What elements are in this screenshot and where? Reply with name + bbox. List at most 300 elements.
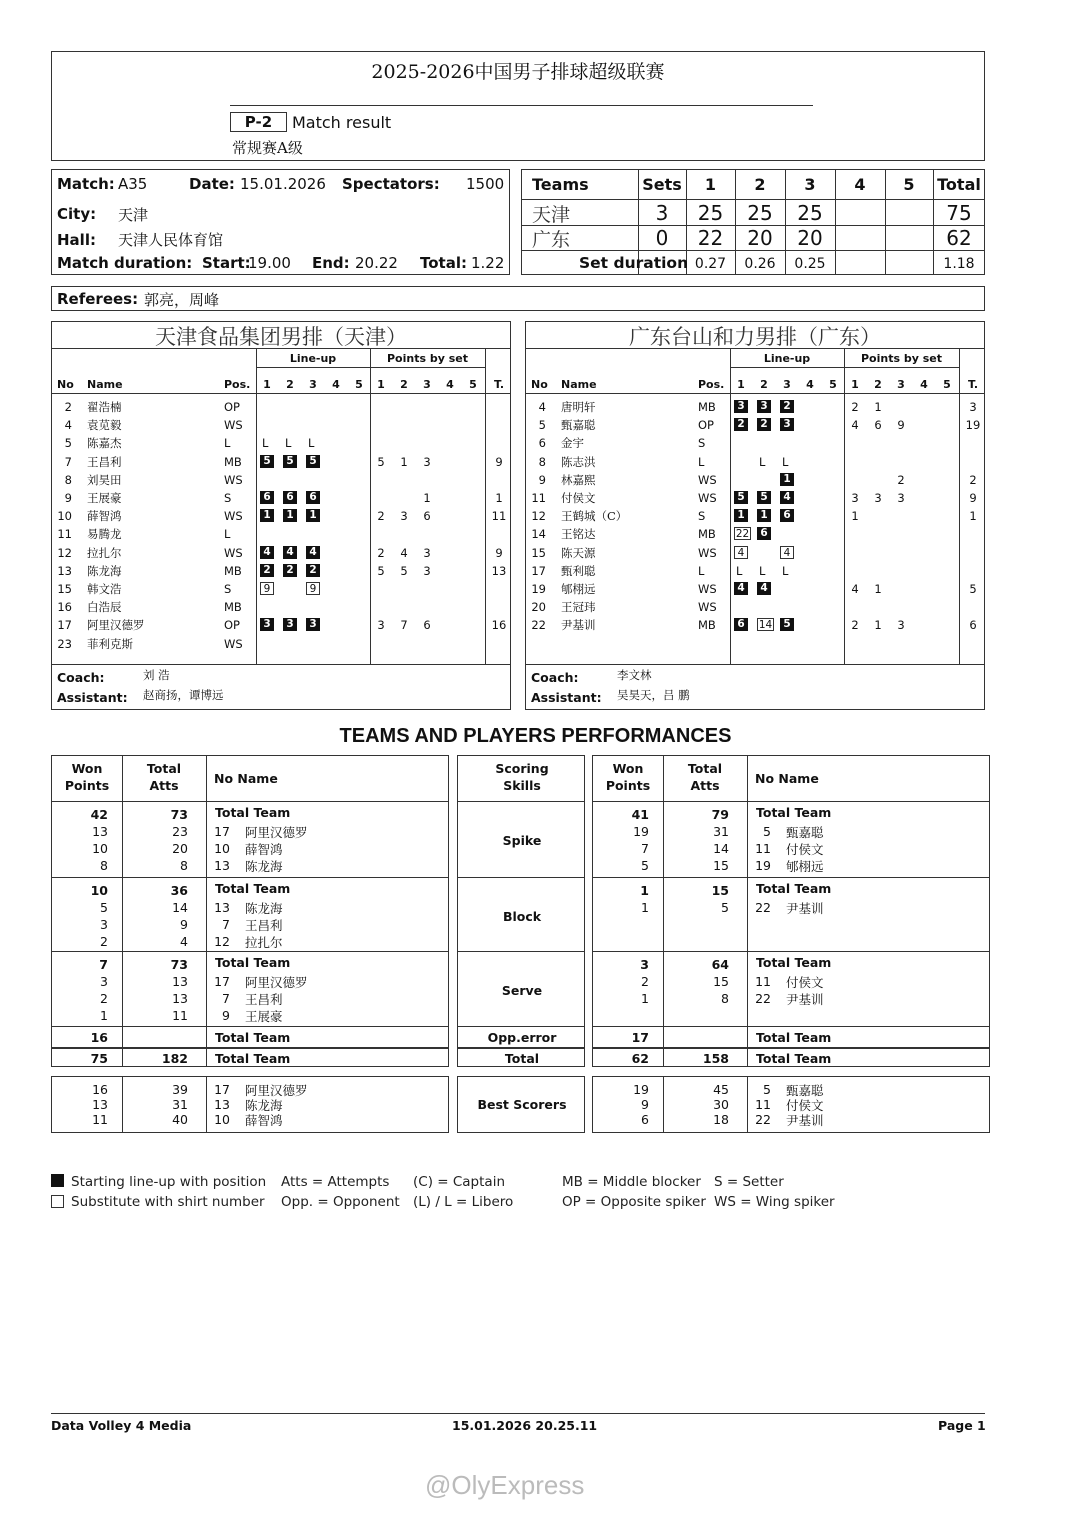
away-starting-mark: 6: [780, 509, 794, 522]
footer-divider: [51, 1413, 985, 1414]
away-player-no: 14: [531, 527, 546, 542]
away-starting-mark: 2: [734, 418, 748, 431]
away-total-head: Total: [687, 761, 723, 776]
total-set-duration: 1.18: [943, 256, 975, 272]
perf-rule: [593, 951, 989, 952]
home-assistant-label: Assistant:: [57, 690, 128, 705]
home-serve-won: 7: [99, 957, 108, 972]
away-lu-col-2: 2: [760, 378, 768, 391]
home-player-name: 薛智鸿: [87, 509, 122, 524]
home-player-row: [52, 434, 510, 452]
home-spike-player-won: 10: [92, 841, 108, 856]
away-t-head: T.: [967, 378, 978, 391]
away-grand-total-team: Total Team: [756, 1051, 832, 1066]
home-set-points: 4: [400, 545, 408, 560]
away-player-no: 9: [538, 472, 546, 487]
away-spike-player-won: 5: [641, 858, 649, 873]
away-total-atts: 158: [702, 1051, 729, 1066]
footer-page: Page 1: [938, 1418, 986, 1433]
away-spike-player-atts: 14: [713, 841, 729, 856]
home-player-name: 阿里汉德罗: [87, 618, 145, 633]
away-player-row: [526, 471, 984, 489]
performance-title: TEAMS AND PLAYERS PERFORMANCES: [339, 725, 732, 747]
substitute-legend-swatch: [51, 1195, 64, 1208]
away-set-points: 3: [897, 491, 905, 505]
home-player-no: 23: [57, 636, 72, 651]
away-serve-player-won: 1: [641, 991, 649, 1006]
away-starting-mark: 2: [757, 418, 771, 431]
home-set2: 25: [747, 201, 773, 225]
home-starting-mark: 6: [306, 491, 320, 504]
home-player-no: 10: [57, 509, 72, 524]
home-libero-mark: L: [262, 436, 269, 451]
away-set3: 20: [797, 226, 823, 250]
set3-header: 3: [804, 175, 816, 194]
home-player-row: [52, 580, 510, 598]
set5-header: 5: [903, 175, 915, 194]
home-subhead-rule: [256, 367, 486, 368]
away-libero-mark: L: [736, 563, 743, 578]
away-team-title: 广东台山和力男排（广东）: [629, 325, 881, 349]
away-player-name: 甄嘉聪: [561, 418, 596, 433]
away-coach-label: Coach:: [531, 670, 579, 685]
away-total-points: 6: [969, 618, 977, 633]
home-best-name: 阿里汉德罗: [245, 1083, 308, 1098]
home-won-head: Won: [71, 761, 103, 776]
home-serve-total-team: Total Team: [215, 955, 291, 970]
away-assistant-label: Assistant:: [531, 690, 602, 705]
home-player-pos: MB: [224, 563, 242, 578]
home-spike-player-name: 陈龙海: [245, 859, 283, 874]
home-block-total-team: Total Team: [215, 881, 291, 896]
away-player-pos: MB: [698, 618, 716, 633]
home-best-no: 13: [214, 1097, 230, 1112]
total-label: Total: [504, 1051, 540, 1066]
home-colhead-rule: [52, 393, 510, 394]
away-spike-player-no: 19: [755, 858, 771, 873]
away-best-name: 甄嘉聪: [786, 1083, 824, 1098]
home-starting-mark: 2: [283, 564, 297, 577]
doc-title: Match result: [292, 113, 392, 132]
away-libero-mark: L: [759, 563, 766, 578]
perf-rule: [593, 877, 989, 878]
home-set-points: 1: [423, 491, 431, 505]
away-perf-v2: [747, 756, 748, 1066]
spike-label: Spike: [502, 833, 542, 848]
home-pos-head: Pos.: [224, 378, 251, 391]
home-block-player-name: 陈龙海: [245, 901, 283, 916]
home-player-no: 9: [64, 491, 72, 505]
date-label: Date:: [189, 175, 235, 193]
home-player-pos: S: [224, 582, 232, 596]
opp-error-label: Opp.error: [487, 1030, 557, 1045]
home-best-v2: [206, 1077, 207, 1132]
away-set-points: 1: [874, 618, 882, 633]
away-set-points: 1: [851, 509, 859, 524]
home-player-row: [52, 507, 510, 525]
away-best-atts: 45: [713, 1082, 729, 1097]
home-set-points: 1: [400, 454, 408, 469]
home-spike-player-won: 13: [92, 824, 108, 839]
home-best-scorers: [51, 1076, 449, 1133]
referees-box: [51, 286, 985, 311]
home-player-pos: L: [224, 527, 231, 542]
away-spike-atts: 79: [711, 807, 729, 822]
away-spike-player-won: 7: [641, 841, 649, 856]
skills-column: [457, 755, 585, 1067]
legend-ws: WS = Wing spiker: [714, 1194, 835, 1210]
home-player-row: [52, 562, 510, 580]
legend-opp: Opp. = Opponent: [281, 1194, 400, 1210]
away-substitute-mark: 22: [735, 528, 750, 541]
home-starting-mark: 3: [283, 618, 297, 631]
home-player-no: 8: [64, 472, 72, 487]
away-pos-head: Pos.: [698, 378, 725, 391]
home-player-row: [52, 471, 510, 489]
away-player-name: 王冠玮: [561, 600, 596, 615]
home-coach-rule: [52, 664, 510, 665]
perf-rule: [593, 1026, 989, 1027]
end-time: 20.22: [355, 254, 398, 272]
away-player-name: 甄利聪: [561, 563, 596, 578]
home-starting-mark: 6: [283, 491, 297, 504]
away-player-no: 11: [531, 491, 546, 505]
home-lu-col-3: 3: [309, 378, 317, 391]
home-sets: 3: [655, 201, 669, 225]
home-starting-mark: 1: [283, 509, 297, 522]
home-spike-player-won: 8: [100, 858, 108, 873]
away-total-points: 2: [969, 472, 977, 487]
home-player-name: 刘昊田: [87, 472, 122, 487]
home-total: 75: [946, 201, 972, 225]
away-player-no: 12: [531, 509, 546, 524]
home-team-title: 天津食品集团男排（天津）: [155, 325, 407, 349]
total-duration-label: Total:: [420, 254, 467, 272]
away-player-pos: WS: [698, 491, 717, 505]
home-lu-col-1: 1: [263, 378, 271, 391]
home-spike-total-team: Total Team: [215, 805, 291, 820]
home-player-pos: MB: [224, 600, 242, 615]
home-starting-mark: 6: [260, 491, 274, 504]
away-best-no: 22: [755, 1112, 771, 1127]
home-block-player-won: 5: [100, 900, 108, 915]
home-player-name: 拉扎尔: [87, 545, 122, 560]
perf-rule: [458, 1047, 584, 1049]
away-pbs-col-5: 5: [943, 378, 951, 391]
away-best-name: 尹基训: [786, 1113, 824, 1128]
home-best-pts: 11: [92, 1112, 108, 1127]
away-substitute-mark: 4: [734, 546, 748, 559]
away-player-row: [526, 616, 984, 634]
home-starting-mark: 4: [260, 546, 274, 559]
home-starting-mark: 2: [260, 564, 274, 577]
away-coach-rule: [526, 664, 984, 665]
home-player-no: 11: [57, 527, 72, 542]
home-player-row: [52, 635, 510, 653]
away-player-row: [526, 525, 984, 543]
header-box: [51, 51, 985, 161]
sets-header: Sets: [642, 175, 682, 194]
home-serve-player-atts: 13: [172, 991, 188, 1006]
away-total-points: 1: [969, 509, 977, 524]
away-coach-name: 李文林: [617, 668, 652, 682]
watermark: @OlyExpress: [425, 1470, 585, 1500]
legend-starting: Starting line-up with position: [71, 1174, 267, 1190]
header-divider: [230, 105, 813, 106]
away-starting-mark: 1: [734, 509, 748, 522]
away-starting-mark: 4: [780, 491, 794, 504]
away-player-pos: OP: [698, 418, 714, 433]
home-starting-mark: 2: [306, 564, 320, 577]
home-best-no: 17: [214, 1082, 230, 1097]
home-noname-head: No Name: [214, 771, 278, 786]
away-assistant-names: 吴昊天，吕 鹏: [617, 688, 690, 702]
home-spike-player-name: 薛智鸿: [245, 842, 283, 857]
away-player-row: [526, 580, 984, 598]
home-player-row: [52, 544, 510, 562]
set2-duration: 0.26: [744, 256, 776, 272]
home-total-head: Total: [146, 761, 182, 776]
starting-legend-swatch: [51, 1174, 64, 1187]
set2-header: 2: [754, 175, 766, 194]
home-assistant-names: 赵商扬，谭博远: [143, 688, 224, 702]
away-lu-col-3: 3: [783, 378, 791, 391]
home-best-atts: 40: [172, 1112, 188, 1127]
away-lineup-head: Line-up: [763, 352, 811, 365]
home-serve-player-won: 1: [100, 1008, 108, 1023]
away-player-row: [526, 453, 984, 471]
home-set1: 25: [697, 201, 724, 225]
away-block-total-team: Total Team: [756, 881, 832, 896]
away-libero-mark: L: [782, 454, 789, 469]
home-player-pos: L: [224, 436, 231, 451]
away-player-no: 22: [531, 618, 546, 633]
away-block-atts: 15: [711, 883, 729, 898]
home-block-player-name: 王昌利: [245, 918, 283, 933]
home-player-name: 菲利克斯: [87, 636, 133, 651]
away-starting-mark: 6: [757, 527, 771, 540]
away-player-row: [526, 434, 984, 452]
home-pbs-col-5: 5: [469, 378, 477, 391]
away-set1: 22: [697, 226, 724, 250]
away-player-name: 林嘉熙: [561, 472, 596, 487]
legend-atts: Atts = Attempts: [281, 1174, 390, 1190]
away-team-short: 广东: [532, 229, 571, 251]
home-block-player-no: 12: [214, 934, 230, 949]
home-best-pts: 16: [92, 1082, 108, 1097]
away-player-name: 付侯文: [561, 491, 596, 505]
match-label: Match:: [57, 175, 115, 193]
home-set-points: 3: [423, 563, 431, 578]
home-player-pos: MB: [224, 454, 242, 469]
referees-names: 郭亮，周峰: [144, 291, 220, 309]
home-starting-mark: 5: [306, 455, 320, 468]
home-title-rule: [52, 348, 510, 349]
away-pbs-col-2: 2: [874, 378, 882, 391]
home-serve-player-no: 17: [214, 974, 230, 989]
home-lu-col-4: 4: [332, 378, 340, 391]
set4-header: 4: [854, 175, 866, 194]
away-player-pos: S: [698, 509, 706, 524]
home-starting-mark: 1: [306, 509, 320, 522]
teams-header: Teams: [532, 175, 589, 194]
home-serve-player-won: 3: [100, 974, 108, 989]
away-player-pos: S: [698, 436, 706, 451]
perf-rule: [52, 801, 448, 802]
home-block-player-no: 7: [222, 917, 230, 932]
away-block-player-no: 22: [755, 900, 771, 915]
home-total-points: 13: [491, 563, 507, 578]
home-starting-mark: 4: [306, 546, 320, 559]
away-player-name: 陈天源: [561, 545, 596, 560]
perf-rule: [458, 951, 584, 952]
home-block-player-atts: 9: [180, 917, 188, 932]
away-serve-player-name: 付侯文: [786, 975, 824, 990]
away-libero-mark: L: [782, 563, 789, 578]
away-block-player-name: 尹基训: [786, 901, 824, 916]
home-spike-atts: 73: [170, 807, 188, 822]
home-spike-player-no: 13: [214, 858, 230, 873]
away-opp-error: 17: [631, 1030, 649, 1045]
away-set-points: 1: [874, 582, 882, 596]
home-player-name: 易腾龙: [87, 527, 122, 542]
home-best-atts: 31: [172, 1097, 188, 1112]
away-set-points: 3: [874, 491, 882, 505]
perf-rule: [52, 951, 448, 952]
home-set-points: 3: [400, 509, 408, 524]
away-won-head: Won: [612, 761, 644, 776]
away-serve-player-no: 11: [755, 974, 771, 989]
home-player-no: 17: [57, 618, 72, 633]
perf-rule: [593, 1047, 989, 1049]
away-pbs-col-4: 4: [920, 378, 928, 391]
away-team-box: [525, 321, 985, 710]
home-player-pos: WS: [224, 472, 243, 487]
away-player-pos: MB: [698, 400, 716, 414]
away-player-no: 5: [538, 418, 546, 433]
away-player-no: 6: [538, 436, 546, 451]
away-spike-player-won: 19: [633, 824, 649, 839]
round-label: 常规赛A级: [232, 139, 303, 157]
home-name-head: Name: [87, 378, 123, 391]
home-block-player-name: 拉扎尔: [245, 935, 283, 950]
away-starting-mark: 4: [734, 582, 748, 595]
home-player-name: 袁苋毅: [87, 418, 122, 433]
home-t-head: T.: [493, 378, 504, 391]
spectators-value: 1500: [466, 175, 505, 193]
best-scorers-label-box: [457, 1076, 585, 1133]
away-player-pos: WS: [698, 472, 717, 487]
home-player-name: 王昌利: [87, 454, 122, 469]
away-player-no: 17: [531, 563, 546, 578]
home-spike-won: 42: [90, 807, 108, 822]
home-set-points: 3: [423, 454, 431, 469]
home-performance-table: [51, 755, 449, 1067]
home-lineup-head: Line-up: [289, 352, 337, 365]
home-starting-mark: 1: [260, 509, 274, 522]
home-libero-mark: L: [308, 436, 315, 451]
serve-label: Serve: [501, 983, 543, 998]
home-set-points: 5: [400, 563, 408, 578]
home-serve-atts: 73: [170, 957, 188, 972]
home-pbs-col-3: 3: [423, 378, 431, 391]
away-points-head: Points: [605, 778, 651, 793]
home-team-box: [51, 321, 511, 710]
home-player-pos: WS: [224, 418, 243, 433]
home-best-atts: 39: [172, 1082, 188, 1097]
away-spike-player-name: 付侯文: [786, 842, 824, 857]
away-libero-mark: L: [759, 454, 766, 469]
home-lu-col-5: 5: [355, 378, 363, 391]
home-grand-total-team: Total Team: [215, 1051, 291, 1066]
home-player-row: [52, 489, 510, 507]
home-pbs-col-4: 4: [446, 378, 454, 391]
away-best-name: 付侯文: [786, 1098, 824, 1113]
away-starting-mark: 3: [757, 400, 771, 413]
away-player-row: [526, 416, 984, 434]
home-block-player-atts: 14: [172, 900, 188, 915]
away-player-pos: WS: [698, 600, 717, 615]
away-total-points: 5: [969, 582, 977, 596]
home-substitute-mark: 9: [306, 582, 320, 595]
home-total-atts: 182: [161, 1051, 188, 1066]
home-player-no: 13: [57, 563, 72, 578]
away-spike-player-no: 5: [763, 824, 771, 839]
away-set-points: 2: [897, 472, 905, 487]
home-serve-player-name: 阿里汉德罗: [245, 975, 308, 990]
perf-rule: [458, 1026, 584, 1027]
away-spike-won: 41: [631, 807, 649, 822]
home-total-won: 75: [90, 1051, 108, 1066]
away-serve-player-name: 尹基训: [786, 992, 824, 1007]
away-set-points: 9: [897, 418, 905, 433]
home-player-name: 翟浩楠: [87, 400, 122, 414]
away-set-points: 2: [851, 618, 859, 633]
home-set-points: 3: [423, 545, 431, 560]
home-player-no: 2: [64, 400, 72, 414]
home-team-short: 天津: [532, 204, 571, 226]
away-player-row: [526, 562, 984, 580]
home-set-points: 2: [377, 509, 385, 524]
away-serve-player-won: 2: [641, 974, 649, 989]
total-header: Total: [937, 175, 981, 194]
home-opp-total-team: Total Team: [215, 1030, 291, 1045]
away-player-name: 唐明轩: [561, 400, 596, 414]
home-block-player-no: 13: [214, 900, 230, 915]
away-best-scorers: [592, 1076, 990, 1133]
home-pbs-col-2: 2: [400, 378, 408, 391]
away-sets: 0: [655, 226, 669, 250]
away-opp-total-team: Total Team: [756, 1030, 832, 1045]
home-player-row: [52, 525, 510, 543]
away-serve-player-atts: 15: [713, 974, 729, 989]
legend-libero: (L) / L = Libero: [413, 1194, 514, 1210]
away-player-pos: WS: [698, 545, 717, 560]
home-serve-player-won: 2: [100, 991, 108, 1006]
home-set-points: 6: [423, 618, 431, 633]
away-player-name: 王鹤城（C）: [561, 509, 628, 524]
home-total-points: 11: [491, 509, 507, 524]
home-serve-player-name: 王昌利: [245, 992, 283, 1007]
score-grid: [521, 169, 985, 275]
away-player-name: 王铭达: [561, 527, 596, 542]
home-total-points: 1: [495, 491, 503, 505]
away-player-pos: L: [698, 454, 705, 469]
away-performance-table: [592, 755, 990, 1067]
away-best-no: 11: [755, 1097, 771, 1112]
home-player-pos: S: [224, 491, 232, 505]
match-info-box: [51, 169, 510, 275]
